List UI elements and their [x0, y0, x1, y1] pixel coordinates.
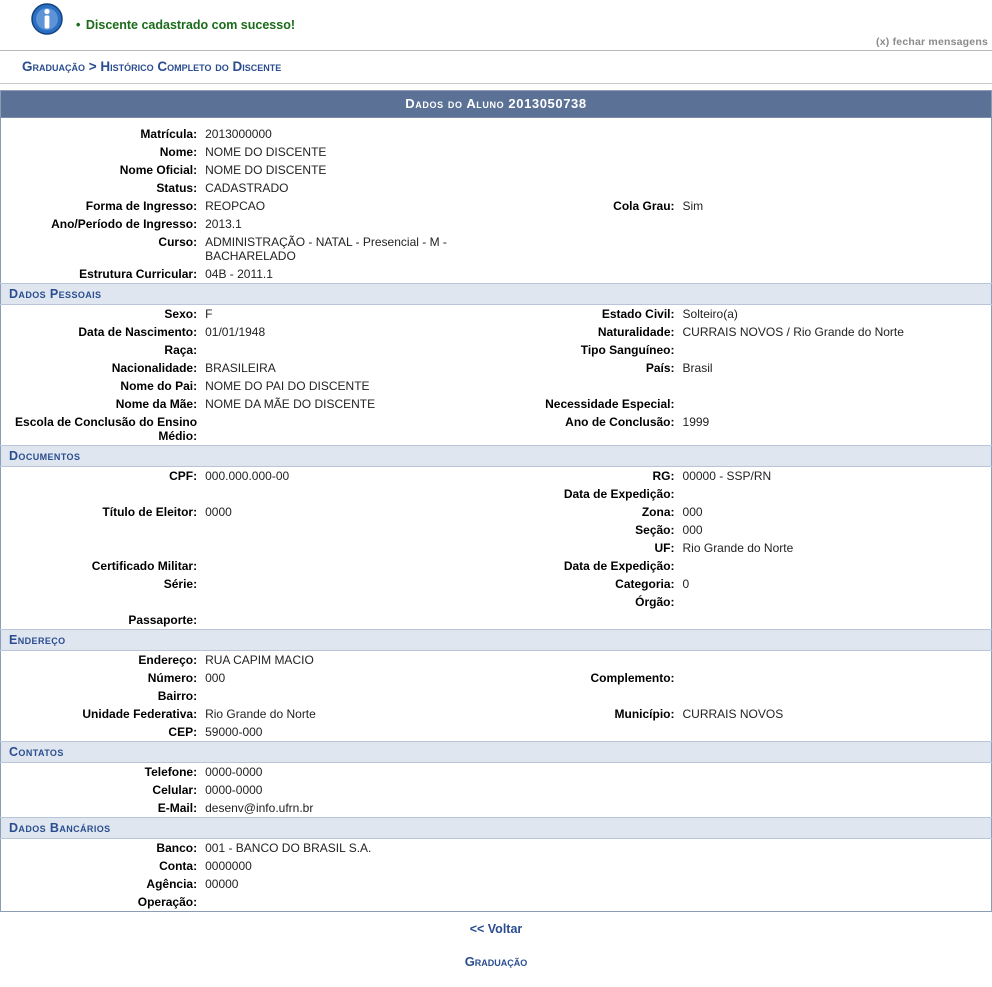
breadcrumb-separator: > [88, 59, 97, 74]
data-row [1, 161, 992, 179]
data-row [1, 521, 992, 539]
field-value [679, 557, 992, 575]
panel-title-row [1, 91, 992, 118]
field-value [679, 395, 992, 413]
field-label [1, 593, 202, 611]
field-label: Ano de Conclusão: [565, 415, 675, 429]
field-value: BRASILEIRA [205, 361, 276, 375]
field-value [679, 669, 992, 687]
field-label [498, 265, 679, 284]
field-label: Matrícula: [140, 127, 198, 141]
field-value: 0000-0000 [205, 783, 263, 797]
field-value: Rio Grande do Norte [205, 707, 316, 721]
section-header-row [1, 818, 992, 839]
field-value [201, 521, 498, 539]
data-row [1, 215, 992, 233]
field-value [679, 233, 992, 265]
data-row [1, 839, 992, 858]
field-label [498, 651, 679, 670]
field-label: Nacionalidade: [111, 361, 198, 375]
field-label: Número: [147, 671, 198, 685]
data-row [1, 799, 992, 818]
field-value: Brasil [682, 361, 713, 375]
field-value [679, 593, 992, 611]
data-row [1, 651, 992, 670]
field-label: Curso: [158, 235, 198, 249]
student-data-body [1, 91, 992, 912]
field-value [679, 651, 992, 670]
field-label: Necessidade Especial: [545, 397, 675, 411]
back-link[interactable]: << Voltar [469, 922, 523, 936]
section-header-row [1, 630, 992, 651]
field-label: Seção: [635, 523, 675, 537]
field-label: CEP: [168, 725, 198, 739]
field-value [201, 593, 498, 611]
data-row [1, 395, 992, 413]
field-value [679, 893, 992, 912]
field-label: Conta: [159, 859, 198, 873]
field-label [498, 233, 679, 265]
data-row [1, 723, 992, 742]
field-label [498, 857, 679, 875]
field-value [679, 265, 992, 284]
section-header: Contatos [1, 742, 992, 763]
field-value [679, 179, 992, 197]
section-header-row [1, 742, 992, 763]
data-row [1, 233, 992, 265]
field-label: Zona: [641, 505, 675, 519]
field-label: Escola de Conclusão do Ensino Médio: [15, 415, 198, 443]
data-row [1, 593, 992, 611]
field-value: CURRAIS NOVOS [682, 707, 784, 721]
field-value [679, 161, 992, 179]
field-label [498, 377, 679, 395]
data-row [1, 669, 992, 687]
field-value [679, 781, 992, 799]
field-label [498, 611, 679, 630]
field-label [498, 179, 679, 197]
field-label: Status: [156, 181, 198, 195]
field-label: Nome: [159, 145, 198, 159]
footer-links [0, 912, 992, 969]
data-row [1, 485, 992, 503]
data-row [1, 359, 992, 377]
field-value [679, 723, 992, 742]
data-row [1, 705, 992, 723]
data-row [1, 143, 992, 161]
data-row [1, 611, 992, 630]
field-label: Data de Expedição: [563, 559, 675, 573]
field-value: Rio Grande do Norte [682, 541, 794, 555]
message-bar [0, 0, 992, 51]
field-label: Órgão: [635, 595, 675, 609]
field-value: 000 [682, 523, 703, 537]
field-value [679, 485, 992, 503]
field-value [679, 857, 992, 875]
field-value [201, 893, 498, 912]
data-row [1, 323, 992, 341]
field-value: NOME DO PAI DO DISCENTE [205, 379, 370, 393]
field-value [679, 125, 992, 143]
field-value [679, 687, 992, 705]
field-value: NOME DO DISCENTE [205, 163, 327, 177]
spacer-cell [1, 118, 992, 126]
field-label: Certificado Militar: [91, 559, 198, 573]
field-value: 00000 [205, 877, 239, 891]
close-messages-link[interactable]: (x) fechar mensagens [876, 36, 988, 48]
field-label: Nome da Mãe: [115, 397, 198, 411]
field-value: CURRAIS NOVOS / Rio Grande do Norte [682, 325, 904, 339]
field-value: 0000 [205, 505, 232, 519]
field-value: 01/01/1948 [205, 325, 266, 339]
field-value [679, 875, 992, 893]
field-label: Operação: [137, 895, 198, 909]
data-row [1, 377, 992, 395]
field-value [679, 611, 992, 630]
field-label: Município: [614, 707, 675, 721]
field-value [201, 539, 498, 557]
field-value [679, 377, 992, 395]
data-row [1, 763, 992, 782]
field-value [201, 575, 498, 593]
field-label [1, 485, 202, 503]
data-row [1, 467, 992, 486]
field-label: CPF: [169, 469, 198, 483]
field-label: UF: [654, 541, 675, 555]
info-icon [30, 2, 64, 36]
field-value [201, 687, 498, 705]
field-label [498, 215, 679, 233]
field-value: 001 - BANCO DO BRASIL S.A. [205, 841, 372, 855]
field-value [201, 413, 498, 446]
success-message-text: Discente cadastrado com sucesso! [85, 18, 295, 32]
data-row [1, 557, 992, 575]
data-row [1, 781, 992, 799]
field-label: Agência: [146, 877, 198, 891]
breadcrumb-item-graduacao[interactable]: Graduação [22, 59, 85, 74]
module-graduacao-link[interactable]: Graduação [464, 954, 528, 969]
field-value: 000 [682, 505, 703, 519]
field-label: Banco: [156, 841, 198, 855]
field-label: Estrutura Curricular: [79, 267, 198, 281]
field-value [679, 143, 992, 161]
bullet-icon: • [76, 18, 81, 32]
section-header: Dados Pessoais [1, 284, 992, 305]
field-value: desenv@info.ufrn.br [205, 801, 314, 815]
field-label: E-Mail: [157, 801, 198, 815]
field-value [679, 341, 992, 359]
field-value: CADASTRADO [205, 181, 289, 195]
field-label: Estado Civil: [601, 307, 675, 321]
field-label: Bairro: [157, 689, 198, 703]
field-label: País: [645, 361, 675, 375]
field-value: 59000-000 [205, 725, 263, 739]
data-row [1, 179, 992, 197]
panel-title: Dados do Aluno 2013050738 [1, 91, 992, 118]
field-value: 000 [205, 671, 226, 685]
field-label: Data de Expedição: [563, 487, 675, 501]
field-value: 0000-0000 [205, 765, 263, 779]
spacer-row [1, 118, 992, 126]
field-label [1, 539, 202, 557]
field-label: Telefone: [144, 765, 198, 779]
field-value [679, 215, 992, 233]
field-value: 04B - 2011.1 [205, 267, 273, 281]
field-value [201, 341, 498, 359]
field-label: Nome do Pai: [120, 379, 198, 393]
field-label: Data de Nascimento: [78, 325, 198, 339]
data-row [1, 341, 992, 359]
field-label: Complemento: [590, 671, 675, 685]
field-value: ADMINISTRAÇÃO - NATAL - Presencial - M - BACHARELADO [205, 235, 447, 263]
field-value: REOPCAO [205, 199, 266, 213]
field-label [1, 521, 202, 539]
field-label: Tipo Sanguíneo: [580, 343, 675, 357]
section-header: Documentos [1, 446, 992, 467]
field-value: Sim [682, 199, 704, 213]
field-value: NOME DO DISCENTE [205, 145, 327, 159]
data-row [1, 413, 992, 446]
data-row [1, 539, 992, 557]
data-row [1, 893, 992, 912]
section-header: Endereço [1, 630, 992, 651]
data-row [1, 125, 992, 143]
field-value: 2013.1 [205, 217, 242, 231]
field-value: 0 [682, 577, 690, 591]
field-value: 0000000 [205, 859, 252, 873]
field-label: Série: [163, 577, 198, 591]
section-header-row [1, 284, 992, 305]
field-label [498, 143, 679, 161]
data-row [1, 575, 992, 593]
field-value: 000.000.000-00 [205, 469, 290, 483]
field-label [498, 893, 679, 912]
field-label: Endereço: [138, 653, 198, 667]
success-message [76, 6, 992, 32]
field-label [498, 125, 679, 143]
field-label [498, 781, 679, 799]
data-row [1, 503, 992, 521]
field-label [498, 687, 679, 705]
field-value [679, 839, 992, 858]
breadcrumb-item-current[interactable]: Histórico Completo do Discente [100, 59, 282, 74]
field-value: 2013000000 [205, 127, 272, 141]
field-label [498, 875, 679, 893]
breadcrumb [0, 51, 992, 84]
field-label: Passaporte: [128, 613, 198, 627]
section-header-row [1, 446, 992, 467]
field-label: Ano/Período de Ingresso: [51, 217, 198, 231]
field-label: Sexo: [164, 307, 198, 321]
field-label: Celular: [152, 783, 198, 797]
field-label: RG: [652, 469, 675, 483]
field-label [498, 161, 679, 179]
field-label [498, 763, 679, 782]
field-label [498, 799, 679, 818]
field-value [201, 485, 498, 503]
data-row [1, 265, 992, 284]
section-header: Dados Bancários [1, 818, 992, 839]
field-value: F [205, 307, 213, 321]
data-row [1, 305, 992, 324]
field-value [679, 763, 992, 782]
data-row [1, 875, 992, 893]
field-value: 00000 - SSP/RN [682, 469, 772, 483]
field-label: Forma de Ingresso: [85, 199, 198, 213]
field-label [498, 839, 679, 858]
data-row [1, 687, 992, 705]
student-data-table [0, 90, 992, 912]
field-value: RUA CAPIM MACIO [205, 653, 314, 667]
field-value [201, 611, 498, 630]
field-value [679, 799, 992, 818]
field-value: NOME DA MÃE DO DISCENTE [205, 397, 376, 411]
field-label: Nome Oficial: [119, 163, 198, 177]
data-row [1, 857, 992, 875]
field-label: Unidade Federativa: [82, 707, 198, 721]
field-value [201, 557, 498, 575]
field-label [498, 723, 679, 742]
field-value: Solteiro(a) [682, 307, 738, 321]
field-label: Raça: [164, 343, 198, 357]
field-label: Título de Eleitor: [102, 505, 198, 519]
field-label: Categoria: [615, 577, 675, 591]
field-label: Cola Grau: [613, 199, 675, 213]
field-value: 1999 [682, 415, 710, 429]
data-row [1, 197, 992, 215]
field-label: Naturalidade: [597, 325, 675, 339]
